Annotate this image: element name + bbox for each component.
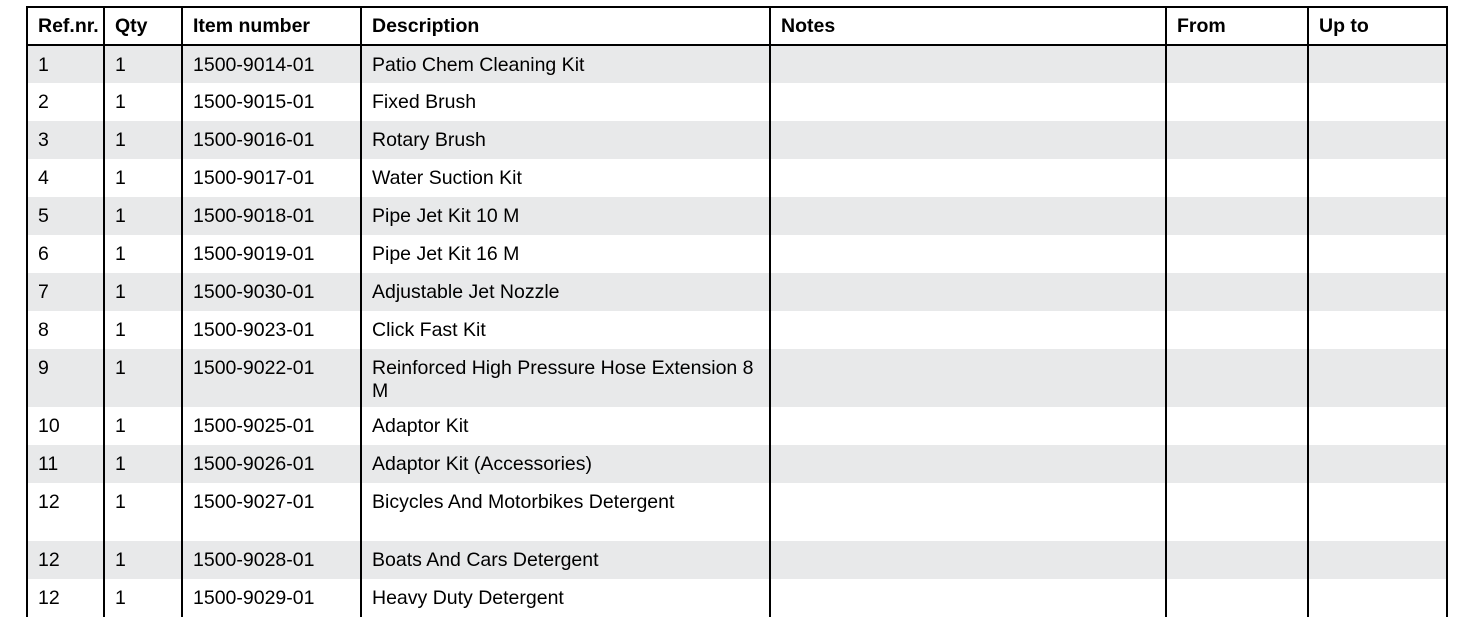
cell-from (1166, 159, 1308, 197)
cell-up-to (1308, 197, 1447, 235)
cell-item-number: 1500-9025-01 (182, 407, 361, 445)
table-row (27, 483, 1447, 541)
cell-from (1166, 273, 1308, 311)
cell-description: Patio Chem Cleaning Kit (361, 45, 770, 83)
table-row (27, 159, 1447, 197)
cell-description: Pipe Jet Kit 16 M (361, 235, 770, 273)
cell-description: Heavy Duty Detergent (361, 579, 770, 617)
cell-notes (770, 235, 1166, 273)
cell-item-number: 1500-9030-01 (182, 273, 361, 311)
cell-description: Adjustable Jet Nozzle (361, 273, 770, 311)
cell-ref: 12 (27, 541, 104, 579)
cell-up-to (1308, 273, 1447, 311)
header-from: From (1166, 7, 1308, 45)
cell-description: Rotary Brush (361, 121, 770, 159)
table-row (27, 579, 1447, 617)
cell-item-number: 1500-9017-01 (182, 159, 361, 197)
cell-up-to (1308, 407, 1447, 445)
table-row (27, 541, 1447, 579)
cell-ref: 10 (27, 407, 104, 445)
cell-notes (770, 483, 1166, 541)
cell-description: Boats And Cars Detergent (361, 541, 770, 579)
cell-item-number: 1500-9018-01 (182, 197, 361, 235)
cell-notes (770, 45, 1166, 83)
cell-ref: 5 (27, 197, 104, 235)
cell-from (1166, 235, 1308, 273)
header-ref: Ref.nr. (27, 7, 104, 45)
cell-ref: 7 (27, 273, 104, 311)
cell-description: Bicycles And Motorbikes Detergent (361, 483, 770, 541)
cell-item-number: 1500-9027-01 (182, 483, 361, 541)
cell-ref: 3 (27, 121, 104, 159)
cell-notes (770, 273, 1166, 311)
cell-qty: 1 (104, 45, 182, 83)
cell-notes (770, 159, 1166, 197)
cell-up-to (1308, 311, 1447, 349)
cell-qty: 1 (104, 273, 182, 311)
cell-from (1166, 83, 1308, 121)
cell-item-number: 1500-9029-01 (182, 579, 361, 617)
cell-up-to (1308, 121, 1447, 159)
cell-qty: 1 (104, 83, 182, 121)
cell-up-to (1308, 541, 1447, 579)
cell-ref: 12 (27, 579, 104, 617)
cell-description: Adaptor Kit (Accessories) (361, 445, 770, 483)
cell-qty: 1 (104, 235, 182, 273)
cell-description: Adaptor Kit (361, 407, 770, 445)
cell-item-number: 1500-9015-01 (182, 83, 361, 121)
cell-ref: 11 (27, 445, 104, 483)
cell-qty: 1 (104, 579, 182, 617)
cell-from (1166, 311, 1308, 349)
cell-qty: 1 (104, 483, 182, 541)
cell-from (1166, 45, 1308, 83)
cell-ref: 12 (27, 483, 104, 541)
cell-qty: 1 (104, 197, 182, 235)
header-description: Description (361, 7, 770, 45)
table-row (27, 197, 1447, 235)
table-row (27, 83, 1447, 121)
cell-up-to (1308, 483, 1447, 541)
cell-from (1166, 483, 1308, 541)
cell-from (1166, 407, 1308, 445)
cell-description: Water Suction Kit (361, 159, 770, 197)
header-item-number: Item number (182, 7, 361, 45)
cell-from (1166, 445, 1308, 483)
cell-notes (770, 83, 1166, 121)
cell-item-number: 1500-9028-01 (182, 541, 361, 579)
cell-item-number: 1500-9016-01 (182, 121, 361, 159)
cell-qty: 1 (104, 121, 182, 159)
cell-ref: 6 (27, 235, 104, 273)
cell-qty: 1 (104, 541, 182, 579)
cell-ref: 2 (27, 83, 104, 121)
cell-notes (770, 579, 1166, 617)
header-notes: Notes (770, 7, 1166, 45)
header-up-to: Up to (1308, 7, 1447, 45)
cell-up-to (1308, 83, 1447, 121)
cell-item-number: 1500-9019-01 (182, 235, 361, 273)
parts-table (26, 6, 1448, 617)
cell-notes (770, 445, 1166, 483)
cell-from (1166, 197, 1308, 235)
cell-from (1166, 541, 1308, 579)
table-row (27, 121, 1447, 159)
cell-ref: 4 (27, 159, 104, 197)
cell-notes (770, 197, 1166, 235)
cell-from (1166, 121, 1308, 159)
table-header (27, 7, 1447, 45)
cell-up-to (1308, 349, 1447, 407)
cell-item-number: 1500-9022-01 (182, 349, 361, 407)
cell-notes (770, 407, 1166, 445)
cell-notes (770, 311, 1166, 349)
table-row (27, 273, 1447, 311)
cell-qty: 1 (104, 159, 182, 197)
cell-item-number: 1500-9023-01 (182, 311, 361, 349)
cell-qty: 1 (104, 349, 182, 407)
table-row (27, 407, 1447, 445)
table-row (27, 235, 1447, 273)
cell-up-to (1308, 45, 1447, 83)
cell-up-to (1308, 579, 1447, 617)
cell-item-number: 1500-9014-01 (182, 45, 361, 83)
cell-notes (770, 121, 1166, 159)
cell-ref: 8 (27, 311, 104, 349)
cell-notes (770, 541, 1166, 579)
cell-description: Click Fast Kit (361, 311, 770, 349)
cell-up-to (1308, 445, 1447, 483)
table-body (27, 45, 1447, 617)
header-row (27, 7, 1447, 45)
cell-qty: 1 (104, 311, 182, 349)
cell-from (1166, 579, 1308, 617)
cell-notes (770, 349, 1166, 407)
table-row (27, 445, 1447, 483)
header-qty: Qty (104, 7, 182, 45)
cell-up-to (1308, 159, 1447, 197)
table-row (27, 311, 1447, 349)
cell-from (1166, 349, 1308, 407)
cell-qty: 1 (104, 407, 182, 445)
cell-description: Reinforced High Pressure Hose Extension 8 M (361, 349, 770, 407)
cell-qty: 1 (104, 445, 182, 483)
cell-description: Pipe Jet Kit 10 M (361, 197, 770, 235)
cell-up-to (1308, 235, 1447, 273)
table-row (27, 349, 1447, 407)
cell-ref: 9 (27, 349, 104, 407)
cell-ref: 1 (27, 45, 104, 83)
cell-description: Fixed Brush (361, 83, 770, 121)
cell-item-number: 1500-9026-01 (182, 445, 361, 483)
table-row (27, 45, 1447, 83)
